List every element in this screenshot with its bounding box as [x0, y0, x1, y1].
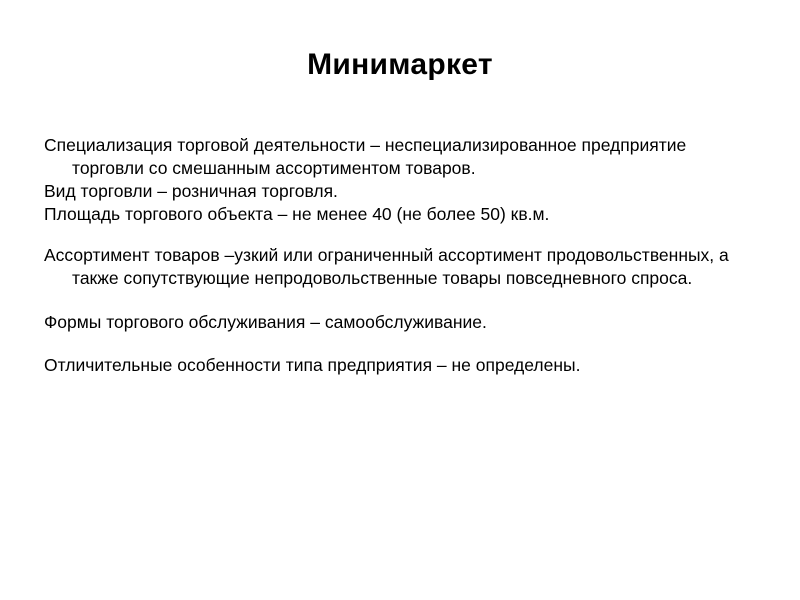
- paragraph-area: Площадь торгового объекта – не менее 40 (не более 50) кв.м.: [44, 204, 550, 225]
- page-title: Минимаркет: [307, 48, 493, 81]
- slide-body: [44, 134, 756, 377]
- paragraph-service-forms: Формы торгового обслуживания – самообслуживание.: [44, 311, 487, 332]
- paragraph-specialization: Специализация торговой деятельности – неспециализированное предприятие торговли со смешанным ассортиментом товаров.: [44, 135, 687, 179]
- spacer: [44, 291, 756, 311]
- spacer: [44, 226, 756, 244]
- spacer: [44, 334, 756, 354]
- paragraph-assortment: Ассортимент товаров –узкий или ограниченный ассортимент продовольственных, а также сопутствующие непродовольственные товары повседневного спроса.: [44, 245, 729, 289]
- paragraph-distinctive-features: Отличительные особенности типа предприятия – не определены.: [44, 354, 581, 375]
- paragraph-trade-type: Вид торговли – розничная торговля.: [44, 181, 338, 202]
